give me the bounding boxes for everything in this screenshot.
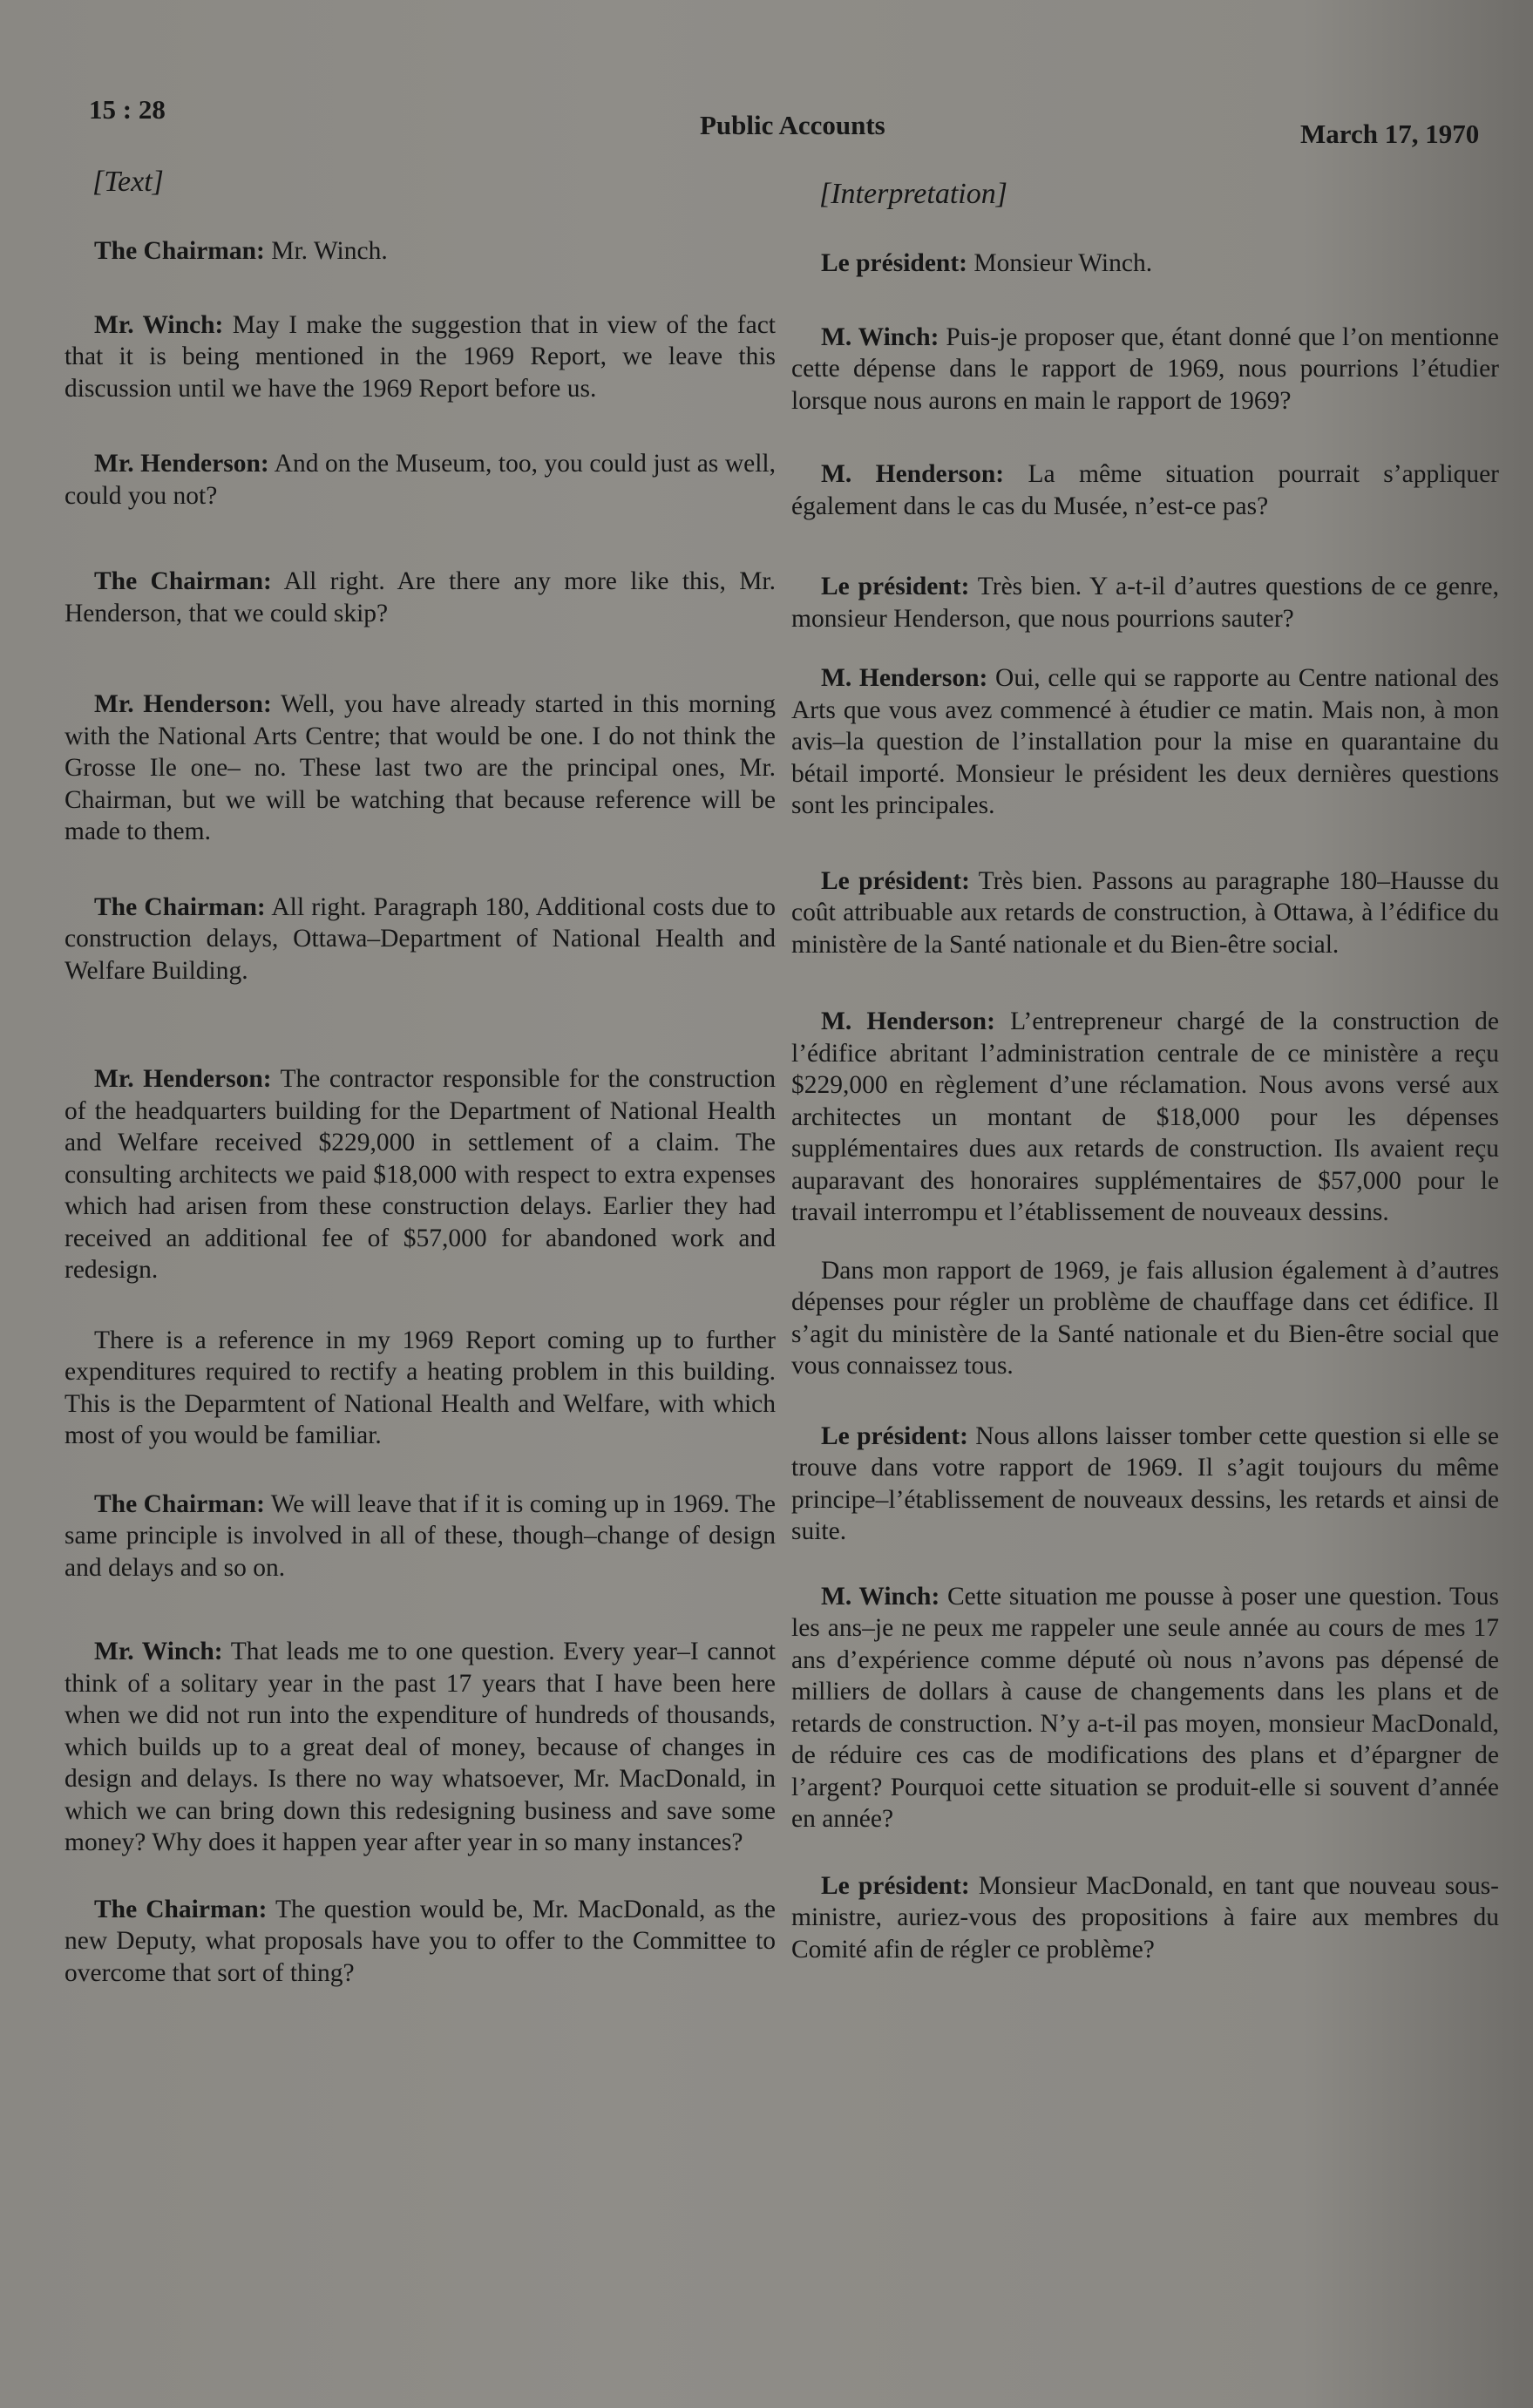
speaker: The Chairman: bbox=[94, 1489, 265, 1518]
paragraph bbox=[64, 566, 776, 629]
column-heading: [Text] bbox=[92, 166, 164, 198]
paragraph-text: All right. Paragraph 180, Additional costs due to construction delays, Ottawa–Department of National Health and Welfare Building. bbox=[64, 892, 777, 985]
speaker: Mr. Henderson: bbox=[94, 690, 272, 718]
paragraph bbox=[64, 1489, 776, 1584]
paragraph-text: L’entrepreneur chargé de la construction de l’édifice abritant l’administration centrale de ce ministère a reçu $229,000 en règlement d’une réclamation. Nous avons versé aux architectes un montant de $18,000 pour les dépenses supplémentaires dues aux retards de construction. Ils avaient reçu auparavant des honoraires supplémentaires de $57,000 pour le travail interrompu et l’établissement de nouveaux dessins. bbox=[791, 1007, 1500, 1226]
paragraph bbox=[64, 1325, 776, 1452]
paragraph-text: All right. Are there any more like this, Mr. Henderson, that we could skip? bbox=[64, 567, 777, 627]
paragraph-text: Oui, celle qui se rapporte au Centre national des Arts que vous avez commencé à étudier ce matin. Mais non, à mon avis–la question de l’installation pour la mise en quarantaine du bétail importé. Monsieur le président les deux dernières questions sont les principales. bbox=[791, 664, 1499, 819]
speaker: Mr. Winch: bbox=[94, 1638, 223, 1665]
french-column bbox=[791, 166, 1499, 1965]
paragraph-text: We will leave that if it is coming up in 1969. The same principle is involved in all of these, though–change of design and delays and so on. bbox=[64, 1489, 777, 1582]
paragraph-text: Très bien. Passons au paragraphe 180–Hausse du coût attribuable aux retards de construction, à Ottawa, à l’édifice du ministère de la Santé nationale et du Bien-être social. bbox=[791, 866, 1499, 959]
paragraph bbox=[64, 235, 776, 268]
paragraph-text: Mr. Winch. bbox=[264, 237, 388, 265]
paragraph bbox=[791, 571, 1499, 634]
speaker: The Chairman: bbox=[94, 1895, 268, 1923]
paragraph bbox=[791, 322, 1499, 417]
paragraph-text: May I make the suggestion that in view of the fact that it is being mentioned in the 1969 Report, we leave this discussion until we have the 1969 Report before us. bbox=[64, 310, 776, 403]
paragraph bbox=[791, 1870, 1499, 1966]
paragraph-text: La même situation pourrait s’appliquer également dans le cas du Musée, n’est-ce pas? bbox=[791, 460, 1500, 520]
paragraph bbox=[791, 1006, 1499, 1229]
paragraph bbox=[64, 1063, 776, 1286]
speaker: Mr. Winch: bbox=[94, 310, 224, 339]
speaker: Le président: bbox=[821, 573, 970, 600]
paragraph bbox=[64, 309, 776, 405]
speaker: Le président: bbox=[821, 866, 970, 895]
paragraph bbox=[791, 1421, 1499, 1548]
paragraph-text: Puis-je proposer que, étant donné que l’on mentionne cette dépense dans le rapport de 1969, nous pourrions l’étudier lorsque nous aurons en main le rapport de 1969? bbox=[791, 322, 1499, 415]
speaker: Le président: bbox=[821, 249, 967, 277]
paragraph-text: And on the Museum, too, you could just as well, could you not? bbox=[64, 450, 777, 510]
speaker: M. Henderson: bbox=[821, 460, 1005, 488]
paragraph-text: Très bien. Y a-t-il d’autres questions de ce genre, monsieur Henderson, que nous pourrions sauter? bbox=[791, 573, 1499, 633]
speaker: The Chairman: bbox=[94, 237, 265, 265]
speaker: M. Winch: bbox=[821, 1582, 940, 1611]
paragraph bbox=[791, 458, 1499, 522]
speaker: The Chairman: bbox=[94, 892, 266, 921]
paragraph bbox=[64, 892, 776, 987]
page-title: Public Accounts bbox=[700, 110, 885, 140]
speaker: Le président: bbox=[821, 1871, 970, 1900]
paragraph-text: Monsieur Winch. bbox=[967, 249, 1153, 277]
paragraph-text: Dans mon rapport de 1969, je fais allusion également à d’autres dépenses pour régler un problème de chauffage dans cet édifice. Il s’agit du ministère de la Santé nationale et du Bien-être social que vous connaissez tous. bbox=[791, 1256, 1499, 1380]
speaker: M. Henderson: bbox=[821, 1007, 995, 1035]
paragraph bbox=[64, 1636, 776, 1859]
paragraph-text: That leads me to one question. Every year–I cannot think of a solitary year in the past 17 years that I have been here when we did not run into the expenditure of hundreds of thousands, which builds up to a great deal of money, because of changes in design and delays. Is there no way whatsoever, Mr. MacDonald, in which we can bring down this redesigning business and save some money? Why does it happen year after year in so many instances? bbox=[64, 1638, 776, 1856]
paragraph bbox=[791, 662, 1499, 822]
speaker: Mr. Henderson: bbox=[94, 450, 269, 478]
paragraph-text: Monsieur MacDonald, en tant que nouveau sous-ministre, auriez-vous des propositions à faire aux membres du Comité afin de régler ce problème? bbox=[791, 1871, 1500, 1964]
paragraph-text: Nous allons laisser tomber cette question si elle se trouve dans votre rapport de 1969. Il s’agit toujours du même principe–l’établissement de nouveaux dessins, les retards et ainsi de suite. bbox=[791, 1421, 1500, 1545]
paragraph bbox=[791, 865, 1499, 961]
paragraph-text: The contractor responsible for the construction of the headquarters building for the Department of National Health and Welfare received $229,000 in settlement of a claim. The consulting architects we paid $18,000 with respect to extra expenses which had arisen from these construction delays. Earlier they had received an additional fee of $57,000 for abandoned work and redesign. bbox=[64, 1065, 777, 1284]
speaker: Le président: bbox=[821, 1421, 968, 1450]
speaker: M. Henderson: bbox=[821, 664, 988, 692]
paragraph bbox=[64, 688, 776, 848]
paragraph bbox=[791, 248, 1499, 280]
paragraph-text: There is a reference in my 1969 Report coming up to further expenditures required to rectify a heating problem in this building. This is the Deparmtent of National Health and Welfare, with which most of you would be familiar. bbox=[64, 1326, 776, 1449]
page-number: 15 : 28 bbox=[89, 94, 166, 125]
speaker: Mr. Henderson: bbox=[94, 1065, 272, 1093]
paragraph bbox=[64, 1894, 776, 1990]
speaker: The Chairman: bbox=[94, 567, 272, 595]
speaker: M. Winch: bbox=[821, 322, 939, 351]
paragraph bbox=[791, 1581, 1499, 1835]
paragraph bbox=[64, 448, 776, 512]
column-heading: [Interpretation] bbox=[819, 178, 1007, 210]
english-column bbox=[64, 166, 776, 1989]
paragraph-text: Cette situation me pousse à poser une question. Tous les ans–je ne peux me rappeler une seule année au cours de mes 17 ans d’expérience comme député où nous n’avons pas dépensé de milliers de dollars à cause de changements dans les plans et de retards de construction. N’y a-t-il pas moyen, monsieur MacDonald, de réduire ces cas de modifications des plans et d’épargner de l’argent? Pourquoi cette situation se produit-elle si souvent d’année en année? bbox=[791, 1582, 1499, 1833]
paragraph bbox=[791, 1255, 1499, 1382]
paragraph-text: Well, you have already started in this morning with the National Arts Centre; that would be one. I do not think the Grosse Ile one– no. These last two are the principal ones, Mr. Chairman, but we will be watching that because reference will be made to them. bbox=[64, 690, 776, 845]
page-date: March 17, 1970 bbox=[1300, 119, 1480, 149]
paragraph-text: The question would be, Mr. MacDonald, as the new Deputy, what proposals have you to offer to the Committee to overcome that sort of thing? bbox=[64, 1895, 776, 1987]
